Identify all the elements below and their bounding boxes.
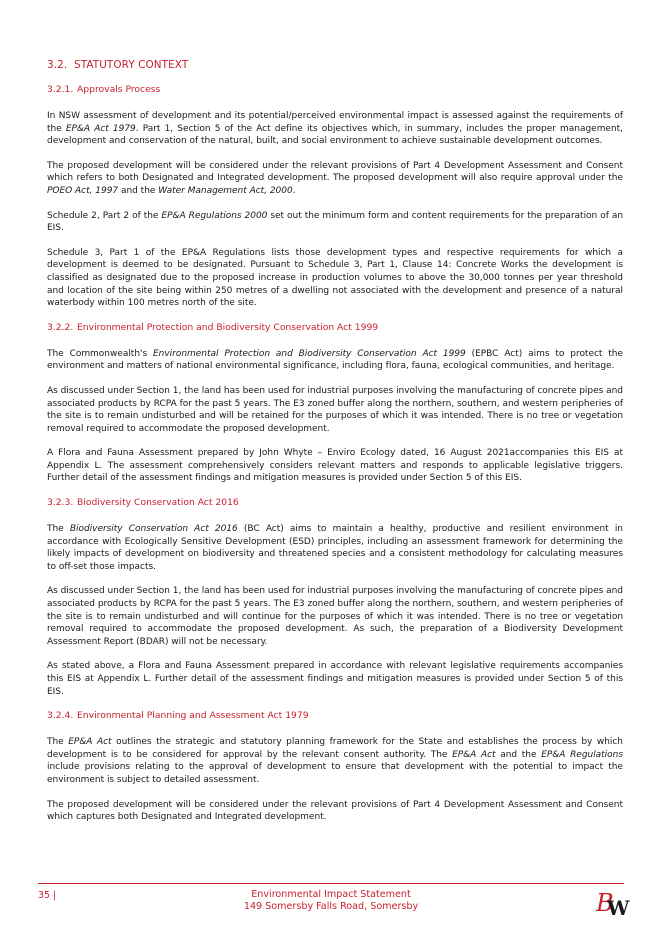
subsection-number: 3.2.2. — [47, 321, 74, 333]
paragraph-text: . Part 1, Section 5 of the Act define its objectives which, in summary, includes the proper management, development and conservation of the natural, built, and social environment to achieve sustainable development outcomes. — [47, 123, 623, 147]
svg-text:B: B — [596, 889, 614, 917]
italic-citation: POEO Act, 1997 — [47, 185, 119, 196]
italic-citation: EP&A Act — [68, 737, 112, 748]
page-footer — [38, 883, 630, 933]
subsection-title: Approvals Process — [77, 84, 161, 95]
page-number: 35 | — [38, 890, 57, 901]
paragraph-text: The — [47, 737, 69, 748]
paragraph-text: Schedule 2, Part 2 of the — [47, 210, 162, 221]
company-logo — [594, 883, 630, 923]
paragraph-text: In NSW assessment of development and its potential/perceived environmental impact is assessed against the requirements of the — [47, 111, 623, 134]
body-paragraph — [47, 585, 623, 648]
paragraph-text: (BC Act) aims to maintain a healthy, productive and resilient environment in accordance with Ecologically Sensitive Development (ESD) principles, including an assessment framework for determining the likely impacts of development on biodiversity and threatened species and a consistent methodology for calculating measures to off-set those impacts. — [47, 524, 623, 572]
svg-text:W: W — [607, 896, 630, 920]
subsection-title: Environmental Protection and Biodiversity Conservation Act 1999 — [77, 321, 379, 333]
body-paragraph — [47, 660, 623, 698]
italic-citation: Biodiversity Conservation Act 2016 — [69, 524, 238, 535]
italic-citation: Environmental Protection and Biodiversity Conservation Act 1999 — [153, 348, 466, 359]
subsection-heading — [47, 322, 623, 334]
paragraph-text: outlines the strategic and statutory planning framework for the State and establishes the process by which development is to be considered for approval by the relevant consent authority. The — [47, 737, 623, 760]
italic-citation: EP&A Regulations 2000 — [161, 210, 268, 221]
subsection-number: 3.2.1. — [47, 84, 74, 95]
italic-citation: Water Management Act, 2000 — [158, 185, 293, 196]
paragraph-text: As stated above, a Flora and Fauna Assessment prepared in accordance with relevant legislative requirements accompanies this EIS at Appendix L. Further detail of the assessment findings and mitigation measures is provided under Section 5 of this EIS. — [47, 661, 623, 697]
paragraph-text: As discussed under Section 1, the land has been used for industrial purposes involving the manufacturing of concrete pipes and associated products by RCPA for the past 5 years. The E3 zoned buffer along the northern, southern, and western peripheries of the site is to remain undisturbed and will continue for the purposes of which it was intended. There is no tree or vegetation removal required to accommodate the proposed development. As such, the preparation of a Biodiversity Development Assessment Report (BDAR) will not be necessary. — [47, 586, 623, 647]
paragraph-text: and the — [495, 749, 542, 760]
subsection-title: Biodiversity Conservation Act 2016 — [77, 497, 239, 509]
footer-rule — [38, 883, 624, 884]
body-paragraph — [47, 210, 623, 235]
footer-line-2: 149 Somersby Falls Road, Somersby — [243, 901, 419, 912]
italic-citation: EP&A Act 1979 — [65, 123, 136, 134]
paragraph-text: . — [292, 185, 296, 196]
paragraph-text: A Flora and Fauna Assessment prepared by John Whyte – Enviro Ecology dated, 16 August 2021accompanies this EIS at Appendix L. The assessment comprehensively considers relevant matters and responds to applicable legislative triggers. Further detail of the assessment findings and mitigation measures is provided under Section 5 of this EIS. — [47, 448, 623, 484]
section-heading: 3.2. STATUTORY CONTEXT — [47, 59, 189, 71]
subsection-heading — [47, 497, 623, 509]
body-paragraph — [47, 110, 623, 148]
body-paragraph — [47, 523, 623, 573]
paragraph-text: and the — [118, 185, 159, 196]
paragraph-text: As discussed under Section 1, the land has been used for industrial purposes involving the manufacturing of concrete pipes and associated products by RCPA for the past 5 years. The E3 zoned buffer along the northern, southern, and western peripheries of the site is to remain undisturbed and will be retained for the purposes of which it was intended. There is no tree or vegetation removal required to accommodate the proposed development. — [47, 385, 623, 434]
paragraph-text: include provisions relating to the approval of development to ensure that development with the potential to impact the environment is subject to detailed assessment. — [47, 762, 623, 785]
body-paragraph — [47, 447, 623, 485]
paragraph-text: The proposed development will be considered under the relevant provisions of Part 4 Development Assessment and Consent which captures both Designated and Integrated development. — [47, 799, 623, 823]
subsections — [47, 84, 623, 824]
body-paragraph — [47, 385, 623, 435]
subsection-number: 3.2.4. — [47, 710, 74, 722]
paragraph-text: set out the minimum form and content requirements for the preparation of an EIS. — [47, 210, 624, 234]
subsection-number: 3.2.3. — [47, 497, 74, 509]
paragraph-text: Schedule 3, Part 1 of the EP&A Regulations lists those development types and respective requirements for which a development is deemed to be designated. Pursuant to Schedule 3, Part 1, Clause 14: Concrete Works the development is classified as designated due to the proposed increase in production volumes to above the 30,000 tonnes per year threshold and location of the site being within 250 metres of a dwelling not associated with the development and presence of a natural waterbody within 100 metres north of the site. — [47, 247, 623, 309]
paragraph-text: The Commonwealth's — [47, 348, 154, 359]
paragraph-text: (EPBC Act) aims to protect the environment and matters of national environmental significance, including flora, fauna, ecological communities, and heritage. — [47, 348, 623, 372]
body-paragraph — [47, 736, 623, 786]
page-content — [47, 58, 623, 836]
footer-title — [38, 889, 624, 913]
body-paragraph — [47, 247, 623, 310]
paragraph-text: The — [47, 524, 70, 535]
italic-citation: EP&A Act — [452, 749, 496, 760]
body-paragraph — [47, 799, 623, 824]
body-paragraph — [47, 348, 623, 373]
paragraph-text: The proposed development will be considered under the relevant provisions of Part 4 Development Assessment and Consent which refers to both Designated and Integrated development. The proposed development will also require approval under the — [47, 160, 623, 184]
body-paragraph — [47, 160, 623, 198]
subsection-title: Environmental Planning and Assessment Act 1979 — [77, 710, 309, 722]
subsection-heading — [47, 84, 623, 96]
footer-line-1: Environmental Impact Statement — [251, 889, 411, 900]
italic-citation: EP&A Regulations — [541, 749, 624, 760]
subsection-heading — [47, 710, 623, 722]
